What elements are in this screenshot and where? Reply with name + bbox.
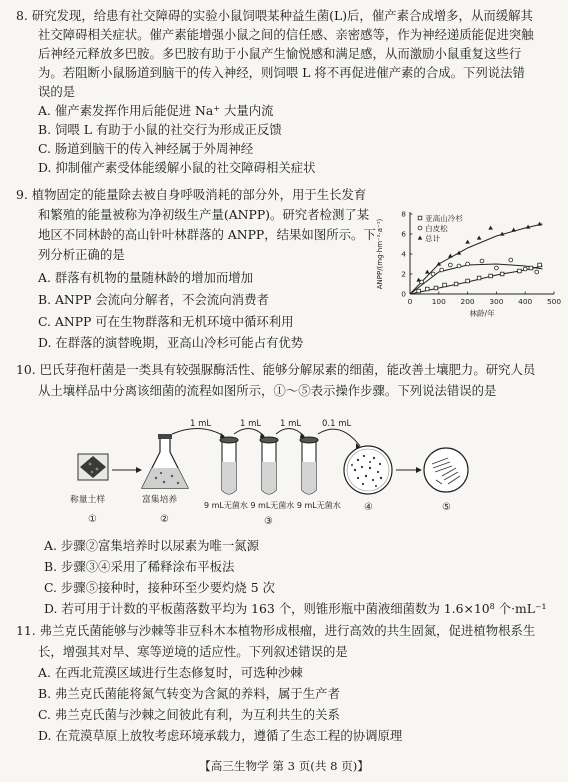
- q10-option-d: D. 若可用于计数的平板菌落数平均为 163 个，则锥形瓶中菌液细菌数为 $1.6\times 10^8$ 个·mL⁻¹: [44, 601, 547, 616]
- data-point-triangle: [465, 240, 470, 244]
- data-point-circle: [495, 266, 499, 270]
- q11-option-b: B. 弗兰克氏菌能将氮气转变为含氮的养料，属于生产者: [38, 686, 340, 701]
- legend-label: 总计: [425, 233, 441, 243]
- data-point-triangle: [416, 278, 421, 282]
- q11-line: 11. 弗兰克氏菌能够与沙棘等非豆科木本植物形成根瘤，进行高效的共生固氮，促进植物根系生: [16, 623, 536, 638]
- q9-option-c: C. ANPP 可在生物群落和无机环境中循环利用: [38, 314, 294, 329]
- x-tick-label: 100: [431, 297, 446, 306]
- series-curve: [410, 266, 543, 294]
- y-tick-label: 6: [401, 229, 406, 239]
- q9-option-b: B. ANPP 会流向分解者，不会流向消费者: [38, 292, 269, 307]
- enrichment-flask-icon: [142, 434, 188, 488]
- data-point-circle: [480, 259, 484, 263]
- data-point-square: [454, 282, 458, 286]
- soil-label: 称量土样: [70, 495, 106, 505]
- tube-label: 9 mL无菌水 9 mL无菌水 9 mL无菌水: [204, 501, 341, 510]
- data-point-square: [529, 266, 533, 270]
- data-point-square: [489, 274, 493, 278]
- volume-label-1: 1 mL: [190, 419, 212, 429]
- q8-line: 误的是: [38, 84, 76, 99]
- q8-option-c: C. 肠道到脑干的传入神经属于外周神经: [38, 141, 254, 156]
- data-point-circle: [523, 267, 527, 271]
- data-point-circle: [466, 262, 470, 266]
- q9-option-d: D. 在群落的演替晚期，亚高山冷杉可能占有优势: [38, 335, 304, 350]
- data-point-circle: [509, 258, 513, 262]
- q8-line: 为。若阻断小鼠肠道到脑干的传入神经，则饲喂 L 将不再促进催产素的合成。下列说法错: [38, 65, 525, 80]
- data-point-square: [425, 287, 429, 291]
- data-point-square: [466, 279, 470, 283]
- data-point-triangle: [457, 251, 462, 255]
- soil-sample-icon: [78, 454, 108, 480]
- step-5-label: ⑤: [442, 502, 451, 513]
- x-tick-label: 0: [407, 297, 413, 306]
- data-point-circle: [431, 272, 435, 276]
- step-2-label: ②: [160, 514, 169, 525]
- volume-label-4: 0.1 mL: [322, 419, 352, 429]
- data-point-circle: [457, 264, 461, 268]
- y-tick-label: 4: [401, 249, 406, 259]
- volume-label-2: 1 mL: [240, 419, 262, 429]
- data-point-triangle: [477, 236, 482, 240]
- streak-plate-icon: [424, 448, 468, 492]
- data-point-square: [500, 272, 504, 276]
- data-point-triangle: [511, 228, 516, 232]
- q8-option-b: B. 饲喂 L 有助于小鼠的社交行为形成正反馈: [38, 122, 282, 137]
- y-tick-label: 2: [401, 269, 406, 279]
- data-point-square: [538, 263, 542, 267]
- data-point-square: [418, 216, 422, 220]
- data-point-circle: [535, 270, 539, 274]
- q10-option-b: B. 步骤③④采用了稀释涂布平板法: [44, 559, 235, 574]
- q8-line: 社交障碍相关症状。催产素能增强小鼠之间的信任感、亲密感等，作为神经递质能促进突触: [38, 27, 534, 42]
- page-footer: 【高三生物学 第 3 页(共 8 页)】: [199, 759, 369, 773]
- q8-line: 后神经元释放多巴胺。多巴胺有助于小鼠产生愉悦感和满足感，从而激励小鼠重复这些行: [38, 46, 522, 61]
- legend-label: 白皮松: [425, 223, 448, 233]
- isolation-flow-diagram: [64, 418, 484, 532]
- q9-line: 和繁殖的能量被称为净初级生产量(ANPP)。研究者检测了某: [38, 207, 370, 222]
- y-tick-label: 8: [401, 209, 406, 219]
- step-1-label: ①: [88, 514, 97, 525]
- y-axis-label: ANPP/(mg·hm⁻²·a⁻¹): [376, 218, 384, 290]
- y-tick-label: 0: [401, 289, 406, 299]
- data-point-triangle: [488, 226, 493, 230]
- data-point-triangle: [425, 270, 430, 274]
- flask-label: 富集培养: [142, 495, 178, 505]
- legend-label: 亚高山冷杉: [425, 213, 463, 223]
- q8-line: 8. 研究发现，给患有社交障碍的实验小鼠饲喂某种益生菌(L)后，催产素合成增多，从而缓解其: [16, 8, 533, 23]
- data-point-square: [518, 269, 522, 273]
- data-point-triangle: [418, 236, 423, 240]
- q8-option-d: D. 抑制催产素受体能缓解小鼠的社交障碍相关症状: [38, 160, 316, 175]
- x-tick-label: 500: [546, 297, 562, 306]
- data-point-circle: [448, 263, 452, 267]
- q11-line: 长，增强其对旱、寒等逆境的适应性。下列叙述错误的是: [38, 644, 348, 659]
- data-point-square: [417, 289, 421, 293]
- anpp-chart: [368, 206, 564, 326]
- data-point-square: [443, 283, 447, 287]
- data-point-square: [477, 276, 481, 280]
- q11-option-d: D. 在荒漠草原上放牧考虑环境承载力，遵循了生态工程的协调原理: [38, 728, 403, 743]
- step-4-label: ④: [364, 502, 373, 513]
- volume-label-3: 1 mL: [280, 419, 302, 429]
- x-axis-label: 林龄/年: [469, 309, 495, 318]
- data-point-circle: [440, 268, 444, 272]
- dilution-tubes-icon: [220, 437, 318, 494]
- x-tick-label: 300: [489, 297, 504, 306]
- q11-option-c: C. 弗兰克氏菌与沙棘之间彼此有利，为互利共生的关系: [38, 707, 340, 722]
- q8-option-a: A. 催产素发挥作用后能促进 Na+ 大量内流: [38, 103, 274, 118]
- x-tick-label: 200: [460, 297, 475, 306]
- data-point-triangle: [537, 222, 542, 226]
- q9-option-a: A. 群落有机物的量随林龄的增加而增加: [38, 270, 254, 285]
- spread-plate-icon: [344, 446, 392, 494]
- q9-line: 地区不同林龄的高山针叶林群落的 ANPP，结果如图所示。下: [38, 227, 376, 242]
- data-point-circle: [418, 226, 422, 230]
- q9-line: 9. 植物固定的能量除去被自身呼吸消耗的部分外，用于生长发育: [16, 187, 367, 202]
- q10-option-a: A. 步骤②富集培养时以尿素为唯一氮源: [44, 538, 260, 553]
- step-3-label: ③: [264, 516, 273, 527]
- data-point-triangle: [448, 254, 453, 258]
- q10-line: 10. 巴氏芽孢杆菌是一类具有较强脲酶活性、能够分解尿素的细菌，能改善土壤肥力。研究人员: [16, 362, 536, 377]
- q11-option-a: A. 在西北荒漠区域进行生态修复时，可选种沙棘: [38, 665, 303, 680]
- q9-line: 列分析正确的是: [38, 247, 125, 262]
- q10-option-c: C. 步骤⑤接种时，接种环至少要灼烧 5 次: [44, 580, 275, 595]
- q10-line: 从土壤样品中分离该细菌的流程如图所示，①～⑤表示操作步骤。下列说法错误的是: [38, 383, 497, 398]
- data-point-square: [434, 286, 438, 290]
- x-tick-label: 400: [518, 297, 533, 306]
